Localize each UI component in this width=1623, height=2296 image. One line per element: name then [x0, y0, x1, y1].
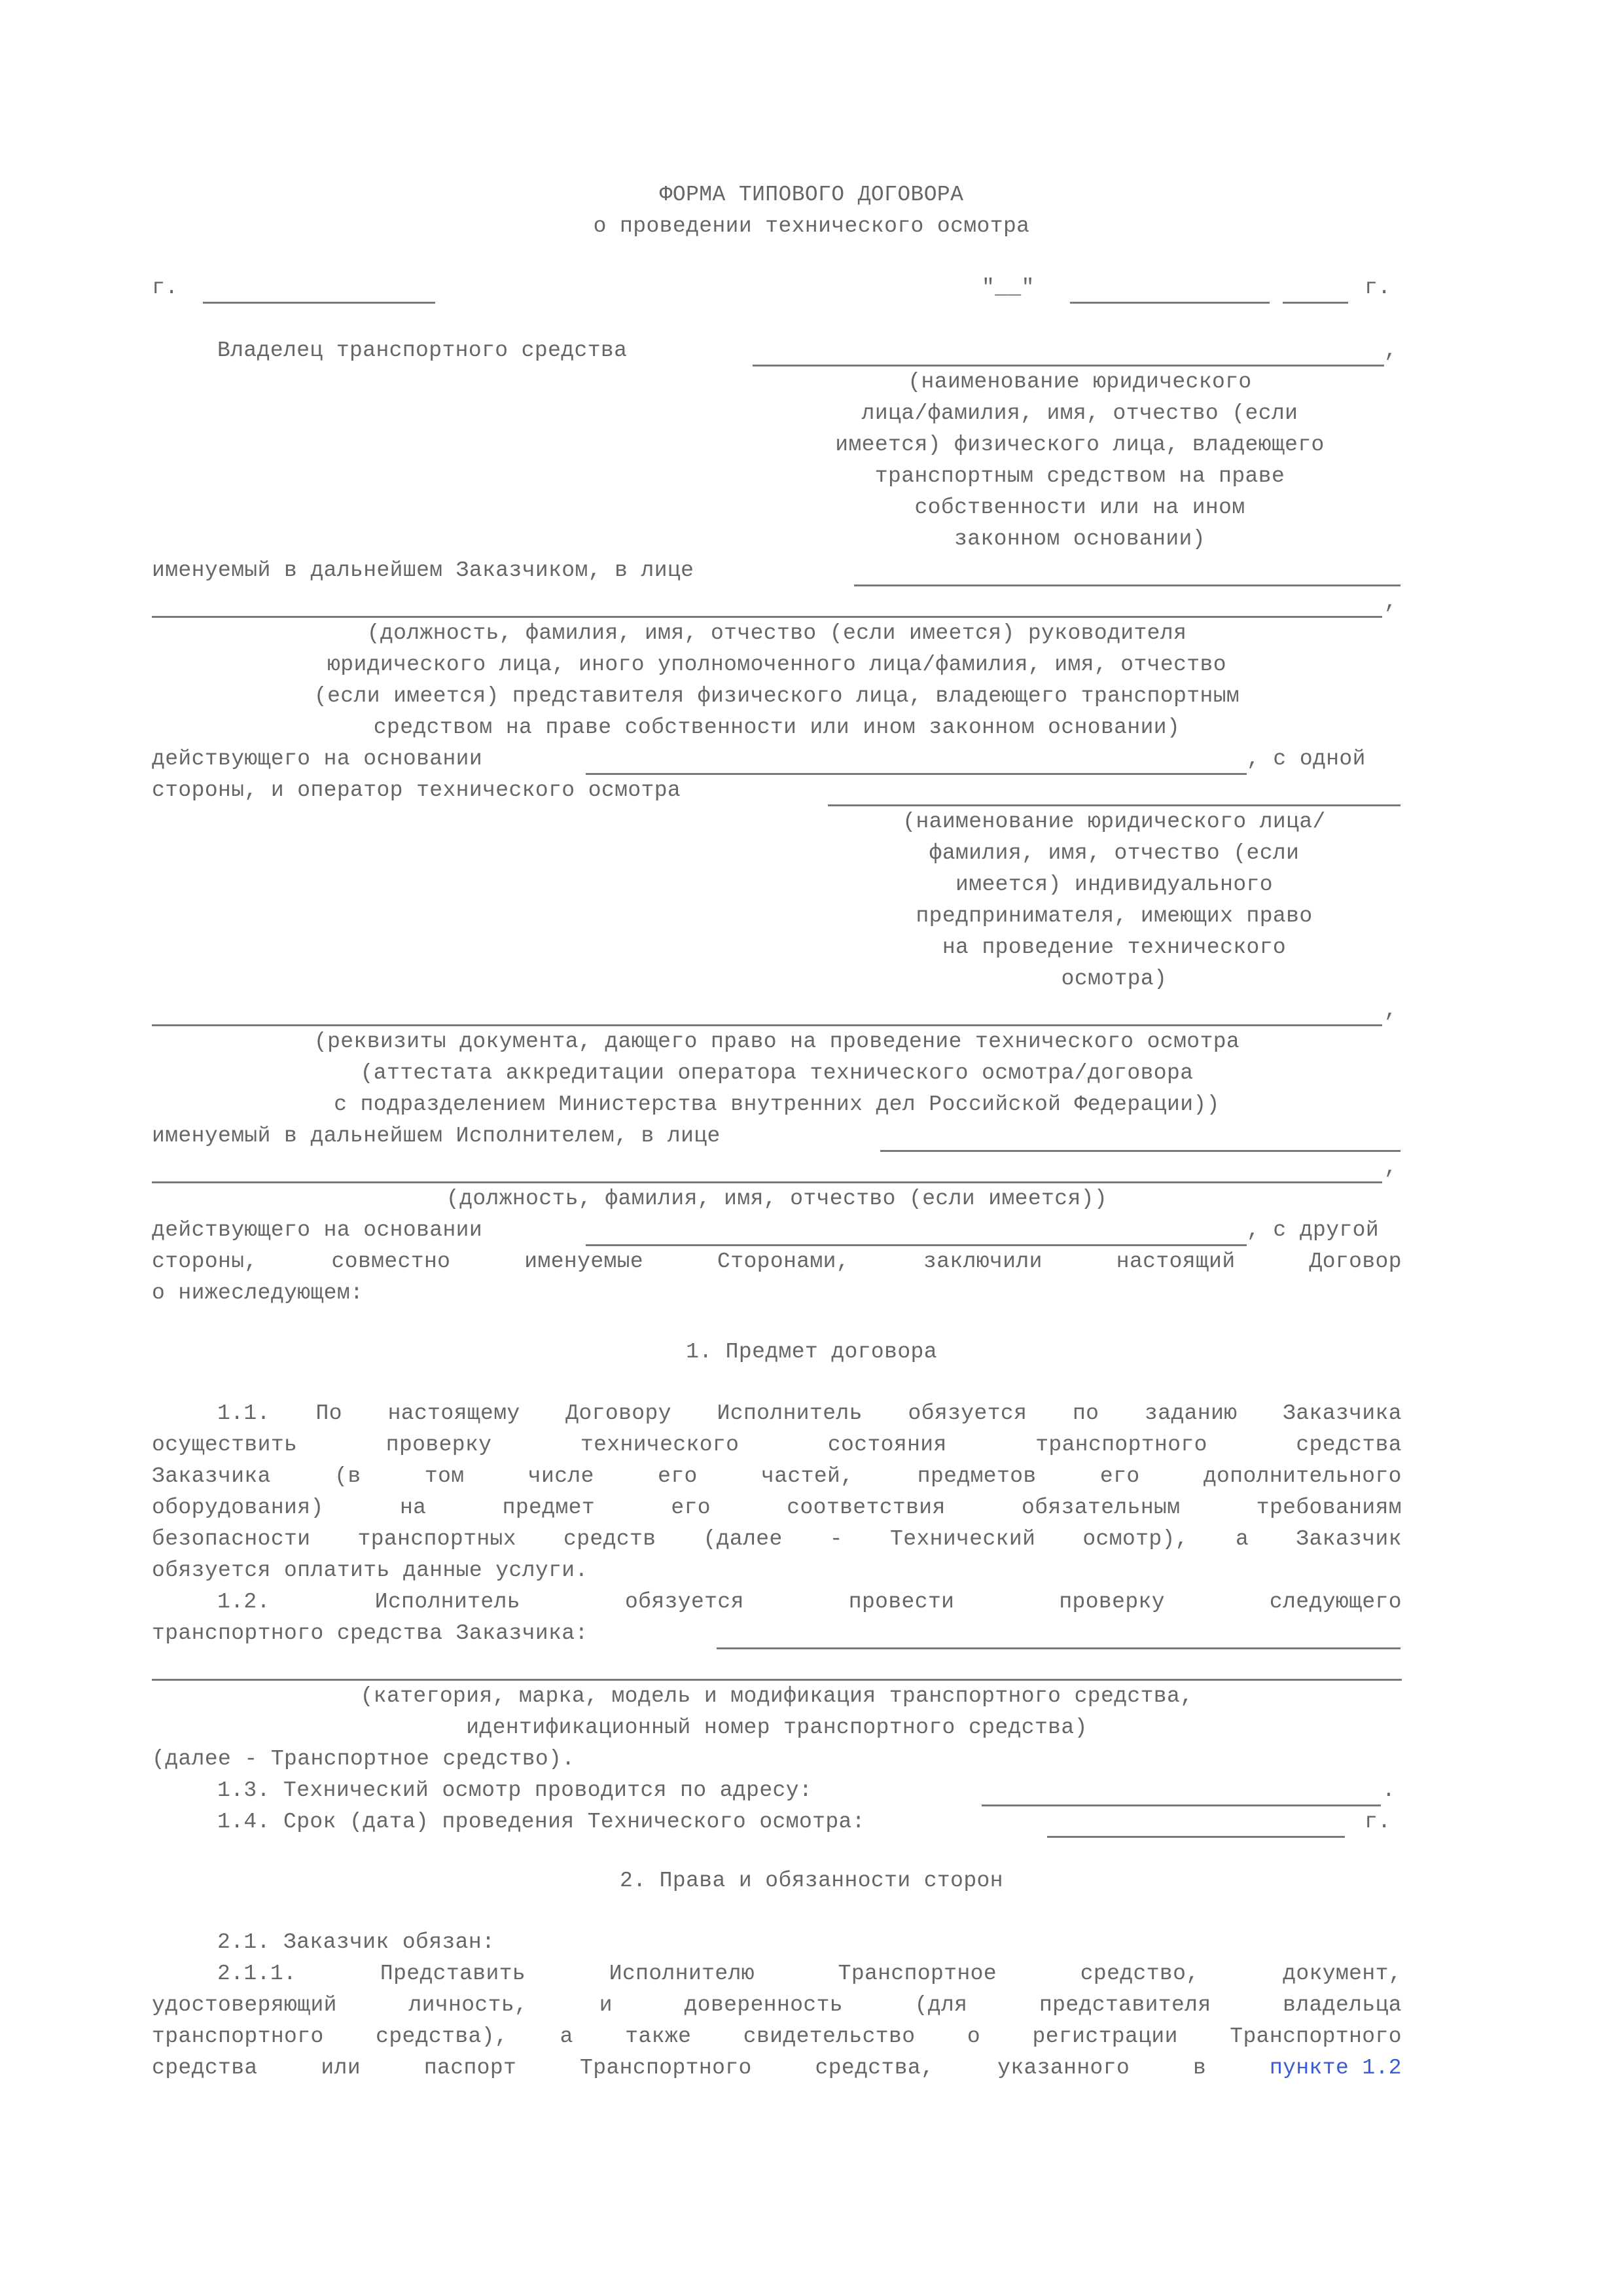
customer-basis-blank[interactable]	[586, 773, 1247, 775]
place-blank[interactable]	[203, 302, 435, 304]
one-side: , с одной	[1247, 747, 1366, 771]
document-page: ФОРМА ТИПОВОГО ДОГОВОРА о проведении технического осмотра г. "__" г. Владелец транспортного средства , (наименование юридического лица/фамилия, имя, отчество (если имеется) физического лица, владеющего транспортным средством на праве собственности или на ином законном основании) именуемый в дальнейшем Заказчиком, в лице , (должность, фамилия, имя, отчество (если имеется) руководителя юридического лица, иного уполномоченного лица/фамилия, имя, отчество (если имеется) представителя физического лица, владеющего транспортным средством на праве собственности или ином законном основании) действующего на основании , с одной стороны, и оператор технического осмотра (наименование юридического лица/ фамилия, имя, отчество (если имеется) индивидуального предпринимателя, имеющих право на проведение технического осмотра) , (реквизиты документа, дающего право на проведение технического осмотра (аттестата аккредитации оператора технического осмотра/договора с подразделением Министерства внутренних дел Российской Федерации)) именуемый в дальнейшем Исполнителем, в лице , (должность, фамилия, имя, отчество (если имеется)) действующего на основании , с другой стороны, совместно именуемые Сторонами, заключили настоящий Договор о нижеследующем: 1. Предмет договора 1.1. По настоящему Договору Исполнитель обязуется по заданию Заказчика осуществить проверку технического состояния транспортного средства Заказчика (в том числе его частей, предметов его дополнительного оборудования) на предмет его соответствия обязательным требованиям безопасности транспортных средств (далее - Технический осмотр), а Заказчик обязуется оплатить данные услуги. 1.2. Исполнитель обязуется провести проверку следующего транспортного средства Заказчика: (категория, марка, модель и модификация транспортного средства, идентификационный номер транспортного средства) (далее - Транспортное средство). 1.3. Технический осмотр проводится по адресу: . 1.4. Срок (дата) проведения Технического осмотра: г. 2. Права и обязанности сторон 2.1. Заказчик обязан: 2.1.1. Представить Исполнителю Транспортное средство, документ, удостоверяющий личность, и доверенность (для представителя владельца транспортного средства), а также свидетельство о регистрации Транспортного средства или паспорт Транспортного средства, указанного в пункте 1.2	[0, 0, 1623, 2296]
executor-named: именуемый в дальнейшем Исполнителем, в лице	[152, 1124, 721, 1148]
together-line: стороны, совместно именуемые Сторонами, заключили настоящий Договор	[152, 1249, 1402, 1274]
executor-acting-basis: действующего на основании	[152, 1218, 483, 1242]
vehicle-blank-1[interactable]	[717, 1647, 1400, 1649]
address-blank[interactable]	[982, 1804, 1381, 1806]
date-day-quote: "__"	[982, 276, 1035, 300]
vehicle-note-1: (категория, марка, модель и модификация транспортного средства,	[360, 1684, 1194, 1708]
clause-2-1: 2.1. Заказчик обязан:	[217, 1930, 495, 1954]
section-2-heading: 2. Права и обязанности сторон	[620, 1869, 1003, 1893]
date-month-blank[interactable]	[1070, 302, 1270, 304]
as-follows: о нижеследующем:	[152, 1281, 364, 1305]
vehicle-note-2: идентификационный номер транспортного средства)	[466, 1715, 1088, 1740]
customer-named: именуемый в дальнейшем Заказчиком, в лице	[152, 558, 694, 583]
section-1-heading: 1. Предмет договора	[686, 1340, 937, 1364]
document-title: ФОРМА ТИПОВОГО ДОГОВОРА	[659, 183, 964, 207]
date-suffix: г.	[1364, 276, 1391, 300]
executor-note: (должность, фамилия, имя, отчество (если имеется))	[446, 1187, 1108, 1211]
place-prefix: г.	[152, 276, 179, 300]
link-clause-1-2[interactable]: пункте 1.2	[1269, 2056, 1402, 2080]
customer-rep-blank-1[interactable]	[854, 584, 1400, 586]
document-subtitle: о проведении технического осмотра	[593, 214, 1030, 238]
owner-intro: Владелец транспортного средства	[217, 338, 628, 363]
inspection-date-blank[interactable]	[1047, 1836, 1345, 1838]
other-side: , с другой	[1247, 1218, 1380, 1242]
customer-acting-basis: действующего на основании	[152, 747, 483, 771]
date-year-blank[interactable]	[1283, 302, 1348, 304]
operator-intro: стороны, и оператор технического осмотра	[152, 778, 681, 802]
vehicle-after: (далее - Транспортное средство).	[152, 1747, 575, 1771]
executor-rep-blank-1[interactable]	[880, 1150, 1400, 1152]
